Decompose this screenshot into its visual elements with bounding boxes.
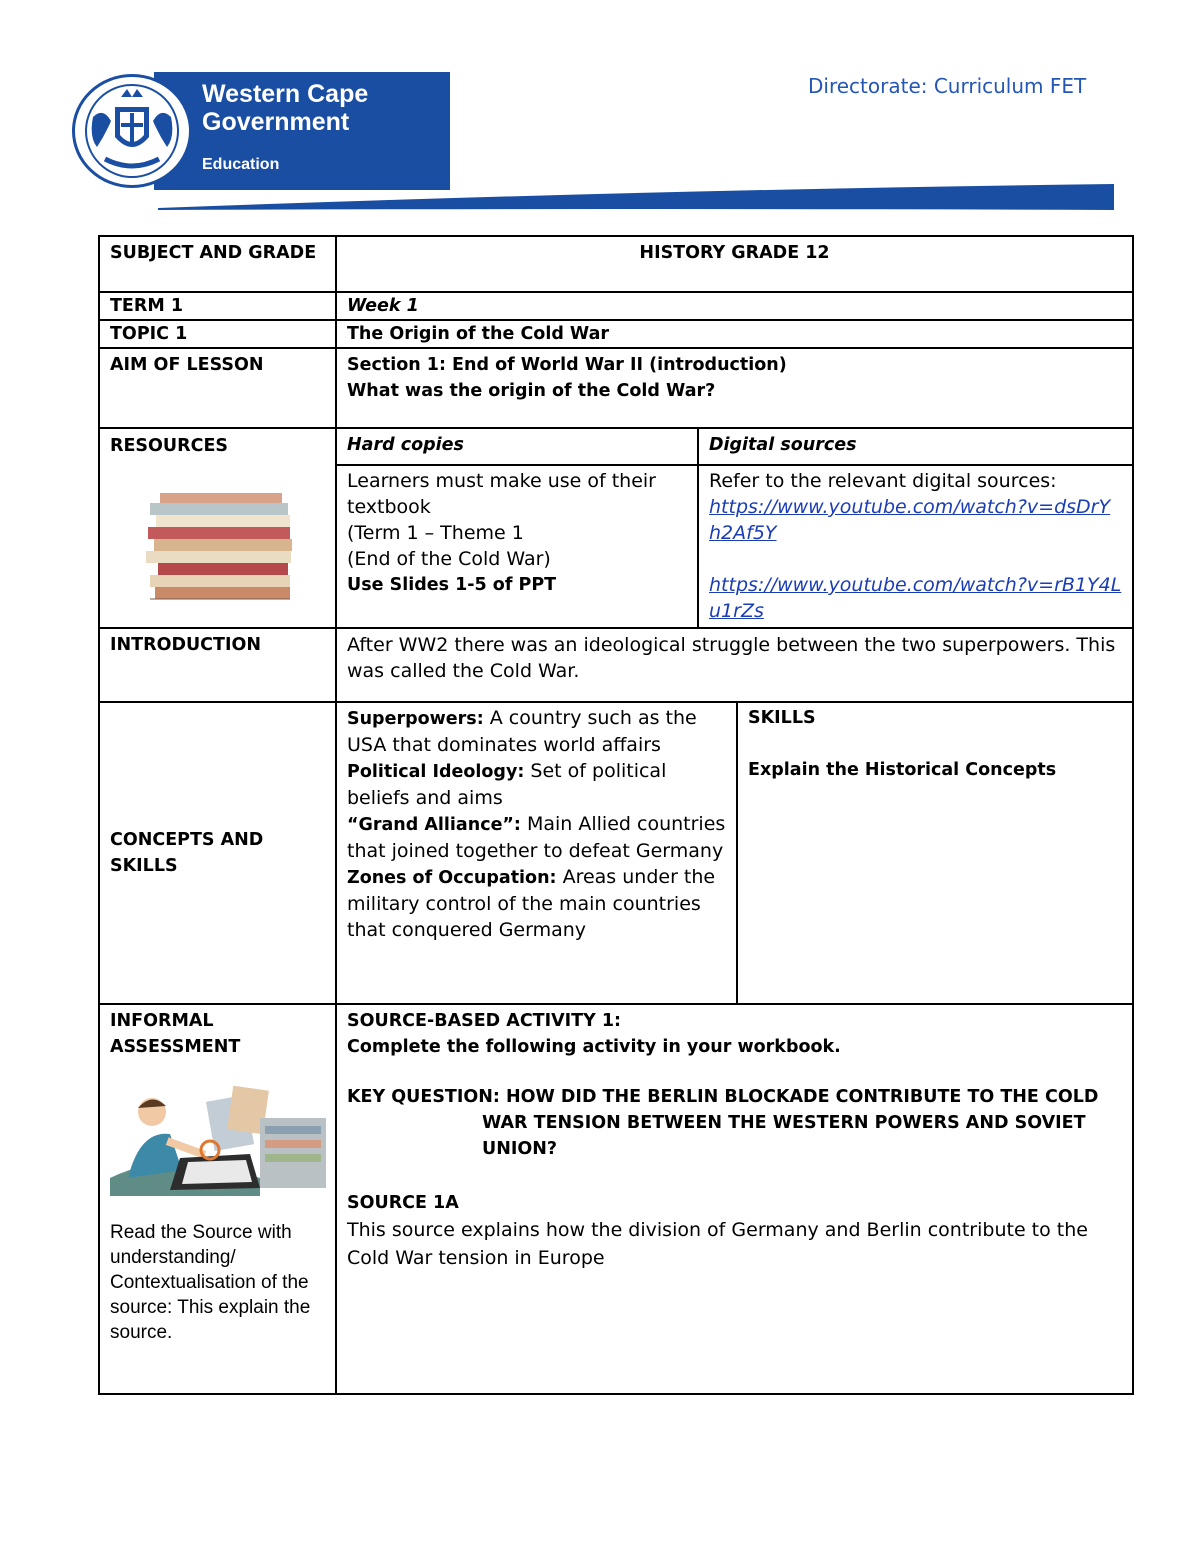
coat-of-arms-icon <box>72 74 192 188</box>
aim-section: Section 1: End of World War II (introduction) <box>347 355 787 375</box>
hard-line-4: Use Slides 1-5 of PPT <box>347 575 557 595</box>
skills-text: Explain the Historical Concepts <box>748 760 1057 780</box>
label-assessment: INFORMAL ASSESSMENT <box>110 1011 241 1057</box>
hard-copies-content <box>337 465 698 627</box>
logo-text-education: Education <box>202 156 280 173</box>
label-aim: AIM OF LESSON <box>99 348 336 428</box>
aim-question: What was the origin of the Cold War? <box>347 381 716 401</box>
resources-nested-table <box>337 429 1132 627</box>
concepts-list <box>336 702 737 1004</box>
value-subject: HISTORY GRADE 12 <box>336 236 1133 292</box>
row-term <box>99 292 1133 320</box>
row-resources <box>99 428 1133 628</box>
resources-content <box>336 428 1133 628</box>
skills-cell <box>737 702 1133 1004</box>
directorate-prefix: Directorate: <box>808 74 928 98</box>
assessment-content <box>336 1004 1133 1394</box>
row-concepts <box>99 702 1133 1004</box>
concept-zones-of-occupation: Zones of Occupation: Areas under the military control of the main countries that conquered Germany <box>347 866 716 941</box>
value-introduction: After WW2 there was an ideological struggle between the two superpowers. This was called the Cold War. <box>336 628 1133 702</box>
label-concepts: CONCEPTS AND SKILLS <box>99 702 336 1004</box>
row-assessment <box>99 1004 1133 1394</box>
key-question-line-2: WAR TENSION BETWEEN THE WESTERN POWERS AND SOVIET <box>482 1113 1086 1133</box>
hard-line-1: Learners must make use of their textbook <box>347 470 656 518</box>
activity-instruction: Complete the following activity in your workbook. <box>347 1037 841 1057</box>
hard-line-2: (Term 1 – Theme 1 <box>347 522 524 544</box>
concept-superpowers: Superpowers: A country such as the USA that dominates world affairs <box>347 707 697 756</box>
assessment-note: Read the Source with understanding/ Contextualisation of the source: This explain the source. <box>110 1222 311 1343</box>
key-question-line-3: UNION? <box>482 1139 558 1159</box>
row-aim <box>99 348 1133 428</box>
lesson-plan-table <box>98 235 1134 1395</box>
assessment-illustration-icon <box>110 1078 330 1196</box>
label-term: TERM 1 <box>99 292 336 320</box>
logo-text-western-cape: Western Cape <box>202 80 369 108</box>
row-subject <box>99 236 1133 292</box>
directorate-label <box>808 74 1086 98</box>
digital-intro: Refer to the relevant digital sources: <box>709 470 1057 492</box>
row-topic <box>99 320 1133 348</box>
value-aim <box>336 348 1133 428</box>
key-question-line-1: KEY QUESTION: HOW DID THE BERLIN BLOCKADE CONTRIBUTE TO THE COLD <box>347 1087 1099 1107</box>
concept-political-ideology: Political Ideology: Set of political beliefs and aims <box>347 760 667 809</box>
hard-copies-header: Hard copies <box>337 429 698 465</box>
header-swoosh <box>158 180 1118 214</box>
assessment-label-cell <box>99 1004 336 1394</box>
source-title: SOURCE 1A <box>347 1193 459 1213</box>
concept-grand-alliance: “Grand Alliance”: Main Allied countries that joined together to defeat Germany <box>347 813 726 862</box>
label-topic: TOPIC 1 <box>99 320 336 348</box>
label-subject: SUBJECT AND GRADE <box>99 236 336 292</box>
label-resources: RESOURCES <box>110 436 228 456</box>
digital-sources-content <box>698 465 1132 627</box>
row-introduction <box>99 628 1133 702</box>
books-stack-icon <box>140 489 300 604</box>
value-topic: The Origin of the Cold War <box>336 320 1133 348</box>
logo-text-government: Government <box>202 108 350 136</box>
source-text: This source explains how the division of Germany and Berlin contribute to the Cold War tension in Europe <box>347 1219 1088 1269</box>
youtube-link-1[interactable]: https://www.youtube.com/watch?v=dsDrYh2Af5Y <box>709 496 1111 544</box>
youtube-link-2[interactable]: https://www.youtube.com/watch?v=rB1Y4Lu1rZs <box>709 574 1122 622</box>
wcg-logo <box>72 72 450 190</box>
digital-sources-header: Digital sources <box>698 429 1132 465</box>
resources-cell <box>99 428 336 628</box>
activity-title: SOURCE-BASED ACTIVITY 1: <box>347 1011 622 1031</box>
label-introduction: INTRODUCTION <box>99 628 336 702</box>
value-term: Week 1 <box>336 292 1133 320</box>
skills-header: SKILLS <box>748 708 816 728</box>
directorate-value: Curriculum FET <box>933 74 1087 98</box>
hard-line-3: (End of the Cold War) <box>347 548 551 570</box>
